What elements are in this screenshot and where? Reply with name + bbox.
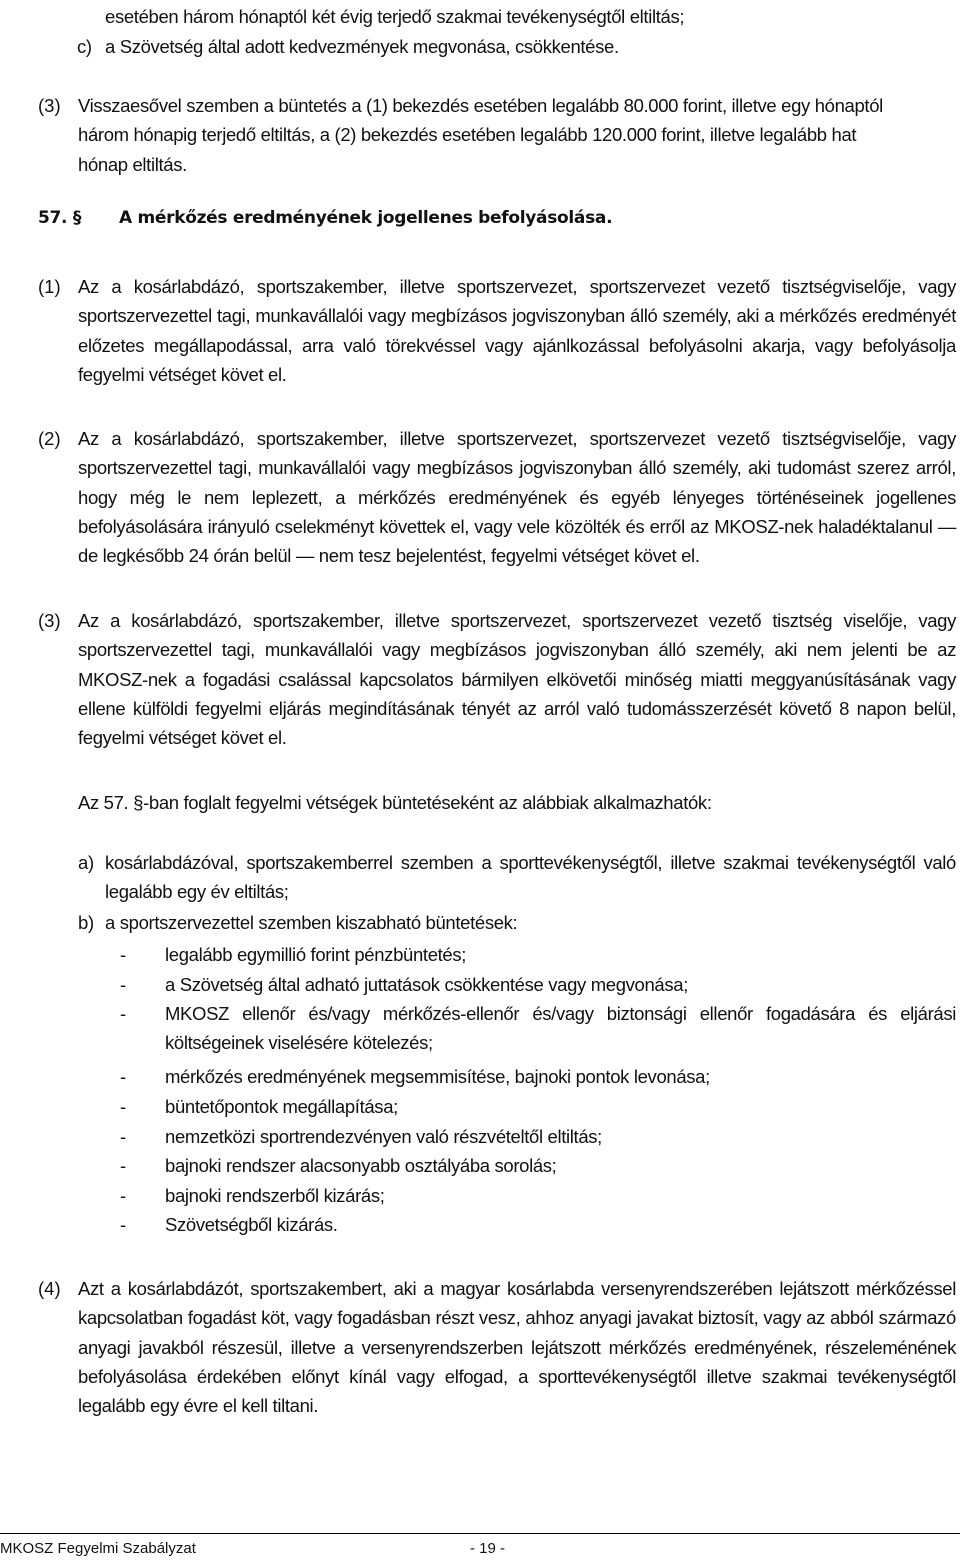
dash-bullet: - xyxy=(120,1003,127,1024)
paragraph-number: (4) xyxy=(38,1278,61,1299)
dash-bullet: - xyxy=(120,1155,127,1176)
paragraph-1: Az a kosárlabdázó, sportszakember, illetve sportszervezet, sportszervezet vezető tisztségviselője, vagy sportszervezettel tagi, munkavállalói vagy megbízásos jogviszonyban álló személy, aki a mérkőzés eredményét előzetes megállapodással, arra való törekvéssel vagy ajánlkozással befolyásolni akarja, vagy befolyásolja fegyelmi vétséget követ el. xyxy=(78,276,956,385)
paragraph-line: hónap eltiltás. xyxy=(78,154,187,175)
section-number: 57. § xyxy=(38,208,82,228)
list-item-a: kosárlabdázóval, sportszakemberrel szemben a sporttevékenységtől, illetve szakmai tevékenységtől való legalább egy év eltiltás; xyxy=(105,852,956,903)
penalties-intro: Az 57. §-ban foglalt fegyelmi vétségek büntetéseként az alábbiak alkalmazhatók: xyxy=(78,792,712,813)
list-item: a Szövetség által adható juttatások csökkentése vagy megvonása; xyxy=(165,974,689,995)
page-number: - 19 - xyxy=(470,1540,506,1557)
paragraph-line: három hónapig terjedő eltiltás, a (2) bekezdés esetében legalább 120.000 forint, illetve legalább hat xyxy=(78,124,857,145)
footer-document-title: MKOSZ Fegyelmi Szabályzat xyxy=(0,1540,196,1557)
list-item: legalább egymillió forint pénzbüntetés; xyxy=(165,944,467,965)
list-label-b: b) xyxy=(78,912,94,933)
dash-bullet: - xyxy=(120,1126,127,1147)
dash-bullet: - xyxy=(120,1185,127,1206)
continuation-line: esetében három hónaptól két évig terjedő szakmai tevékenységtől eltiltás; xyxy=(105,6,685,27)
section-title: A mérkőzés eredményének jogellenes befolyásolása. xyxy=(119,208,613,228)
paragraph-number: (3) xyxy=(38,95,61,116)
list-item: MKOSZ ellenőr és/vagy mérkőzés-ellenőr és/vagy biztonsági ellenőr fogadására és eljárási költségeinek viselésére kötelezés; xyxy=(165,1003,956,1054)
list-item-c: a Szövetség által adott kedvezmények megvonása, csökkentése. xyxy=(105,36,619,57)
footer-rule xyxy=(0,1533,960,1534)
list-item: mérkőzés eredményének megsemmisítése, bajnoki pontok levonása; xyxy=(165,1066,710,1087)
dash-bullet: - xyxy=(120,974,127,995)
list-item-b: a sportszervezettel szemben kiszabható büntetések: xyxy=(105,912,518,933)
list-item: büntetőpontok megállapítása; xyxy=(165,1096,398,1117)
dash-bullet: - xyxy=(120,1214,127,1235)
paragraph-line: Visszaesővel szemben a büntetés a (1) bekezdés esetében legalább 80.000 forint, illetve egy hónaptól xyxy=(78,95,883,116)
dash-bullet: - xyxy=(120,944,127,965)
list-item: bajnoki rendszer alacsonyabb osztályába sorolás; xyxy=(165,1155,557,1176)
list-item: nemzetközi sportrendezvényen való részvételtől eltiltás; xyxy=(165,1126,602,1147)
paragraph-number: (1) xyxy=(38,276,61,297)
paragraph-2: Az a kosárlabdázó, sportszakember, illetve sportszervezet, sportszervezet vezető tisztségviselője, vagy sportszervezettel tagi, munkavállalói vagy megbízásos jogviszonyban álló személy, aki tudomást szerez arról, hogy még le nem leplezett, a mérkőzés eredményének és egyéb lényeges történéseinek jogellenes befolyásolására irányuló cselekményt követtek el, vagy vele közölték és erről az MKOSZ-nek haladéktalanul — de legkésőbb 24 órán belül — nem tesz bejelentést, fegyelmi vétséget követ el. xyxy=(78,428,956,567)
paragraph-number: (3) xyxy=(38,610,61,631)
list-item: bajnoki rendszerből kizárás; xyxy=(165,1185,385,1206)
dash-bullet: - xyxy=(120,1096,127,1117)
paragraph-4: Azt a kosárlabdázót, sportszakembert, aki a magyar kosárlabda versenyrendszerében lejátszott mérkőzéssel kapcsolatban fogadást köt, vagy fogadásban részt vesz, ahhoz anyagi javakat biztosít, vagy az abból származó anyagi javakból részesül, illetve a versenyrendszerben lejátszott mérkőzés eredményének, részeleménének befolyásolása érdekében előnyt kínál vagy elfogad, a sporttevékenységtől illetve szakmai tevékenységtől legalább egy évre el kell tiltani. xyxy=(78,1278,956,1417)
list-item: Szövetségből kizárás. xyxy=(165,1214,338,1235)
list-label-a: a) xyxy=(78,852,94,873)
list-label-c: c) xyxy=(77,36,92,57)
dash-bullet: - xyxy=(120,1066,127,1087)
paragraph-3: Az a kosárlabdázó, sportszakember, illetve sportszervezet, sportszervezet vezető tisztség viselője, vagy sportszervezettel tagi, munkavállalói vagy megbízásos jogviszonyban álló személy, aki nem jelenti be az MKOSZ-nek a fogadási csalással kapcsolatos bármilyen elkövetői minőség miatti meggyanúsításának vagy ellene külföldi fegyelmi eljárás megindításának tényét az arról való tudomásszerzését követő 8 napon belül, fegyelmi vétséget követ el. xyxy=(78,610,956,749)
paragraph-number: (2) xyxy=(38,428,61,449)
